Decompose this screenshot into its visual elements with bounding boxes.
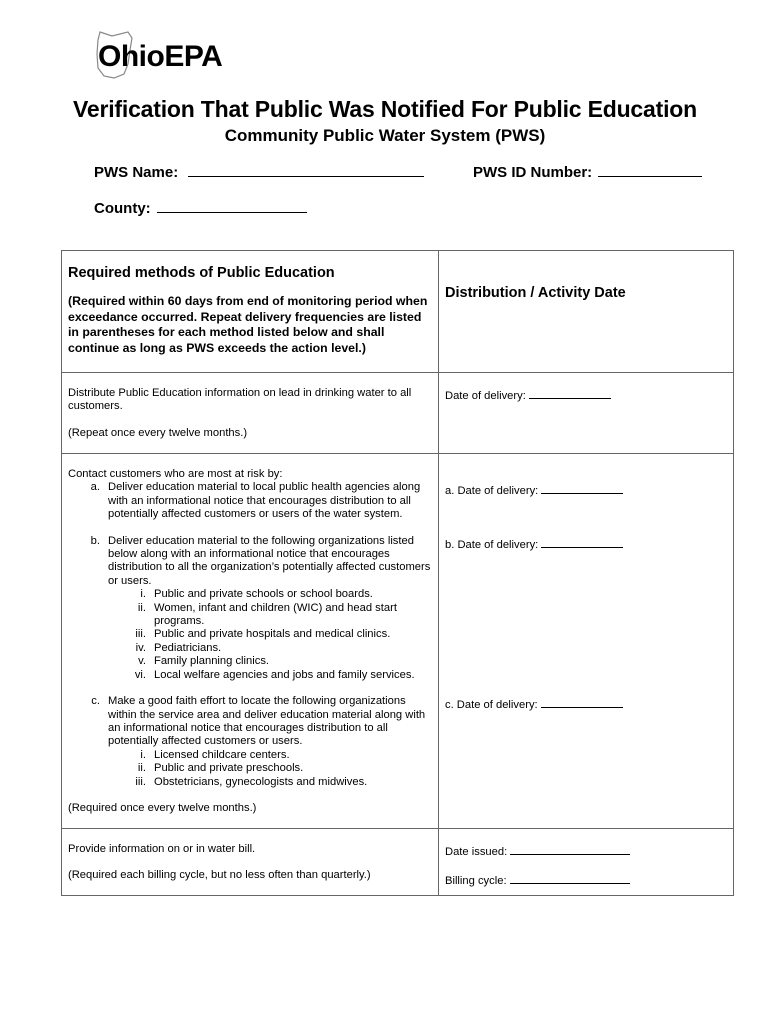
row2-a-date-input-line[interactable] xyxy=(541,482,623,494)
list-item: iii. Obstetricians, gynecologists and midwives. xyxy=(135,775,368,788)
header-left-title: Required methods of Public Education xyxy=(68,265,335,281)
date-issued-input-line[interactable] xyxy=(510,843,630,855)
pws-id-field xyxy=(473,162,702,181)
row2-required: (Required once every twelve months.) xyxy=(68,801,257,814)
row1-date-field xyxy=(445,387,727,403)
row1-repeat: (Repeat once every twelve months.) xyxy=(68,426,248,439)
pws-id-label: PWS ID Number: xyxy=(473,164,593,181)
row1-date-label: Date of delivery: xyxy=(445,390,526,402)
row2-item-b: b. Deliver education material to the following organizations listed below along with an informational notice that encourages distribution to all the organization’s potentially affected customers or users. xyxy=(90,534,431,587)
county-label: County: xyxy=(94,200,151,217)
row3-billing-cycle-field: Billing cycle: xyxy=(445,872,727,888)
header-right-cell xyxy=(439,251,734,373)
row1-date-cell xyxy=(439,373,734,454)
table-row xyxy=(62,454,734,829)
list-item: ii. Public and private preschools. xyxy=(137,762,304,775)
list-item: vi. Local welfare agencies and jobs and family services. xyxy=(134,668,415,681)
row1-method-cell xyxy=(62,373,439,454)
pws-name-field xyxy=(94,162,424,181)
row3-method-cell xyxy=(62,829,439,896)
list-item: iii. Public and private hospitals and medical clinics. xyxy=(135,628,391,641)
row2-c-date-input-line[interactable] xyxy=(541,696,623,708)
billing-cycle-input-line[interactable] xyxy=(510,872,630,884)
list-item: v. Family planning clinics. xyxy=(138,655,270,668)
row2-item-a: a. Deliver education material to local public health agencies along with an informational notice that encourages distribution to all potentially affected customers or users of the water system. xyxy=(90,481,421,521)
list-item: iv. Pediatricians. xyxy=(135,641,222,654)
public-education-table xyxy=(61,250,734,896)
row2-intro: Contact customers who are most at risk by: xyxy=(68,468,283,480)
row1-text: Distribute Public Education information on lead in drinking water to all customers. xyxy=(68,387,412,413)
pws-name-input-line[interactable] xyxy=(188,162,424,177)
page-subtitle: Community Public Water System (PWS) xyxy=(224,126,546,145)
pws-name-label: PWS Name: xyxy=(94,164,179,181)
row2-b-date-input-line[interactable] xyxy=(541,536,623,548)
header-left-note: (Required within 60 days from end of monitoring period when exceedance occurred. Repeat delivery frequencies are listed in parentheses for each method listed below and shall continue as long as PWS exceeds the action level.) xyxy=(68,294,428,355)
row3-required: (Required each billing cycle, but no less often than quarterly.) xyxy=(68,869,371,882)
logo-text: OhioEPA xyxy=(98,40,223,73)
table-header-row xyxy=(62,251,734,373)
table-row xyxy=(62,373,734,454)
county-field xyxy=(94,198,307,217)
row1-date-input-line[interactable] xyxy=(529,387,611,399)
header-left-cell xyxy=(62,251,439,373)
list-item: i. Licensed childcare centers. xyxy=(140,748,290,761)
row2-c-date-field: c. Date of delivery: xyxy=(445,696,623,712)
county-input-line[interactable] xyxy=(157,198,307,213)
row3-date-issued-field: Date issued: xyxy=(445,843,727,859)
row2-method-cell xyxy=(62,454,439,829)
list-item: i. Public and private schools or school boards. xyxy=(140,588,373,601)
page-title: Verification That Public Was Notified For Public Education xyxy=(73,96,697,122)
header-right-title: Distribution / Activity Date xyxy=(445,285,626,301)
row2-a-date-field: a. Date of delivery: xyxy=(445,482,623,498)
list-item: ii. Women, infant and children (WIC) and head start programs. xyxy=(137,601,397,628)
row2-item-c: c. Make a good faith effort to locate the following organizations within the service area and deliver education material along with an informational notice that encourages distribution to all potentially affected customers or users. xyxy=(91,695,426,748)
row2-b-date-field: b. Date of delivery: xyxy=(445,536,623,552)
pws-id-input-line[interactable] xyxy=(598,162,702,177)
table-row xyxy=(62,829,734,896)
ohio-epa-logo xyxy=(94,28,226,82)
row3-date-cell xyxy=(439,829,734,896)
row3-text: Provide information on or in water bill. xyxy=(68,843,256,855)
row2-date-cell xyxy=(439,454,734,829)
